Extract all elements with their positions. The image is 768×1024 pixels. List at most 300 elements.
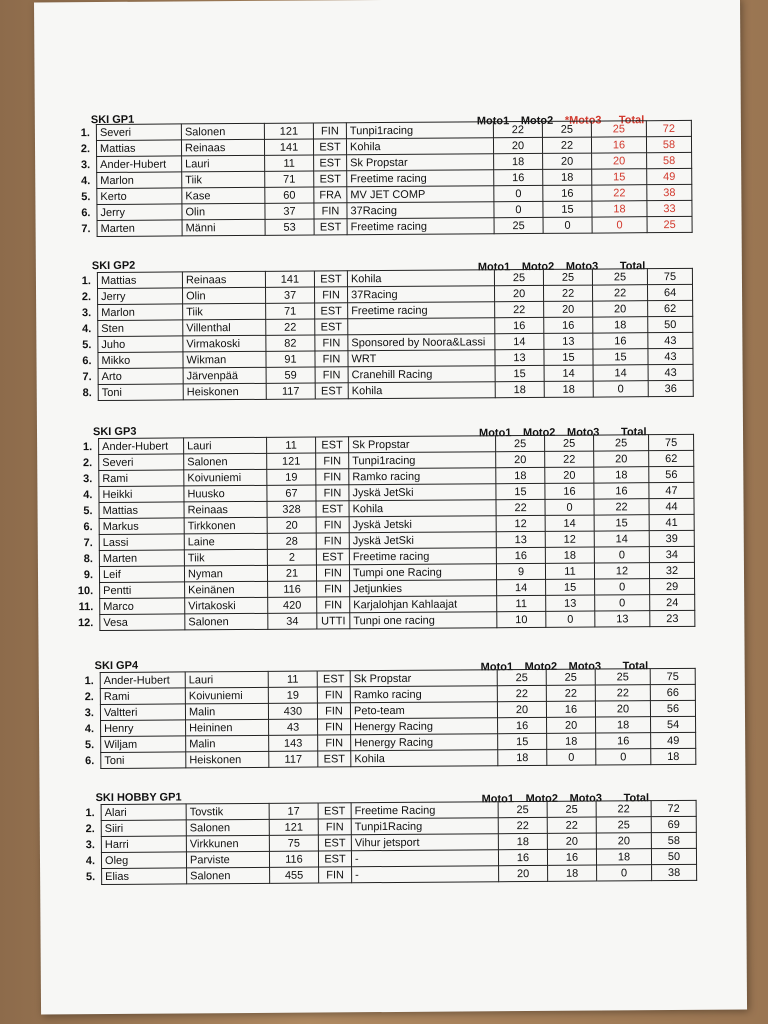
cell-m3: 0 — [593, 381, 648, 397]
cell-last: Salonen — [187, 867, 270, 884]
cell-m1: 15 — [498, 733, 547, 749]
cell-team: 37Racing — [348, 286, 495, 303]
cell-last: Virmakoski — [183, 335, 266, 352]
cell-team: Ramko racing — [350, 686, 497, 703]
cell-m3: 16 — [596, 733, 651, 749]
cell-last: Järvenpää — [183, 367, 266, 384]
cell-nat: EST — [316, 501, 349, 517]
cell-team: WRT — [348, 350, 495, 367]
position-cell: 5. — [84, 738, 95, 751]
cell-last: Salonen — [184, 453, 267, 470]
position-cell: 8. — [83, 552, 93, 565]
cell-team: Tunpi1Racing — [351, 818, 498, 835]
cell-nat: EST — [314, 271, 347, 287]
cell-nat: EST — [316, 437, 349, 453]
cell-m1: 22 — [496, 499, 545, 515]
cell-m2: 13 — [546, 595, 595, 611]
cell-team: Kohila — [347, 270, 494, 287]
cell-m1: 18 — [495, 381, 544, 397]
cell-last: Reinaas — [182, 271, 265, 288]
cell-m3: 0 — [595, 595, 650, 611]
cell-last: Heininen — [186, 719, 269, 736]
column-header: Moto3 — [568, 660, 602, 673]
position-cell: 5. — [82, 338, 92, 351]
cell-m1: 25 — [494, 269, 543, 285]
cell-nat: EST — [313, 139, 346, 155]
cell-team: - — [352, 866, 499, 883]
cell-first: Ander-Hubert — [97, 156, 182, 173]
position-cell: 7. — [81, 222, 91, 235]
cell-num: 34 — [268, 613, 317, 629]
cell-last: Männi — [182, 219, 265, 236]
cell-last: Salonen — [185, 613, 268, 630]
cell-team: Tumpi one Racing — [349, 564, 496, 581]
cell-m3: 25 — [596, 817, 651, 833]
cell-m2: 25 — [546, 669, 595, 685]
cell-last: Keinänen — [185, 581, 268, 598]
cell-team: Jetjunkies — [350, 580, 497, 597]
cell-num: 19 — [267, 469, 316, 485]
cell-num: 71 — [265, 171, 314, 187]
cell-team: Henergy Racing — [351, 718, 498, 735]
position-cell: 6. — [82, 354, 92, 367]
cell-first: Mattias — [99, 502, 184, 519]
cell-team: Ramko racing — [349, 468, 496, 485]
cell-first: Mattias — [96, 140, 181, 157]
cell-num: 20 — [267, 517, 316, 533]
cell-total: 49 — [651, 732, 696, 748]
position-cell: 10. — [77, 584, 94, 597]
column-header: Moto3 — [566, 426, 600, 439]
position-cell: 9. — [83, 568, 94, 581]
cell-m2: 22 — [543, 285, 592, 301]
cell-last: Heiskonen — [183, 383, 266, 400]
cell-team — [348, 318, 495, 335]
cell-m2: 16 — [545, 483, 594, 499]
cell-nat: FIN — [315, 367, 348, 383]
cell-team: Cranehill Racing — [348, 366, 495, 383]
cell-first: Severi — [99, 454, 184, 471]
cell-first: Valtteri — [100, 704, 185, 721]
cell-total: 18 — [651, 748, 696, 764]
cell-m2: 25 — [545, 435, 594, 451]
cell-m3: 15 — [594, 515, 649, 531]
cell-nat: FIN — [313, 123, 346, 139]
cell-first: Severi — [96, 124, 181, 141]
cell-m1: 25 — [497, 669, 546, 685]
cell-num: 43 — [269, 719, 318, 735]
cell-last: Heiskonen — [186, 751, 269, 768]
column-header: Moto1 — [476, 115, 510, 128]
cell-m2: 18 — [543, 169, 592, 185]
cell-m1: 0 — [494, 185, 543, 201]
cell-total: 36 — [648, 380, 693, 396]
cell-num: 116 — [269, 851, 318, 867]
cell-total: 39 — [649, 530, 694, 546]
table-row — [69, 748, 696, 768]
cell-first: Lassi — [99, 534, 184, 551]
cell-first: Harri — [101, 836, 186, 853]
position-cell: 5. — [83, 504, 93, 517]
cell-first: Elias — [102, 868, 187, 885]
cell-total: 25 — [647, 216, 692, 232]
cell-first: Heikki — [99, 486, 184, 503]
cell-num: 11 — [268, 671, 317, 687]
cell-m3: 0 — [595, 579, 650, 595]
cell-m3: 0 — [596, 749, 651, 765]
cell-nat: EST — [314, 219, 347, 235]
cell-first: Rami — [100, 688, 185, 705]
results-sheet — [34, 0, 747, 1014]
section-title: SKI GP2 — [91, 259, 136, 273]
cell-m1: 20 — [493, 137, 542, 153]
cell-last: Salonen — [181, 123, 264, 140]
cell-m1: 16 — [495, 317, 544, 333]
cell-num: 37 — [265, 203, 314, 219]
cell-total: 34 — [649, 546, 694, 562]
column-header: *Moto3 — [564, 114, 602, 127]
cell-m3: 22 — [596, 801, 651, 817]
cell-num: 22 — [266, 319, 315, 335]
cell-m3: 25 — [591, 121, 646, 137]
position-cell: 6. — [83, 520, 93, 533]
cell-team: Jyskä JetSki — [349, 484, 496, 501]
cell-m1: 16 — [494, 169, 543, 185]
cell-last: Reinaas — [181, 139, 264, 156]
cell-m3: 14 — [594, 531, 649, 547]
cell-nat: FIN — [315, 351, 348, 367]
cell-first: Toni — [101, 752, 186, 769]
cell-total: 58 — [651, 832, 696, 848]
cell-nat: EST — [315, 319, 348, 335]
cell-num: 328 — [267, 501, 316, 517]
cell-total: 75 — [647, 268, 692, 284]
cell-m1: 9 — [496, 563, 545, 579]
cell-m3: 0 — [594, 547, 649, 563]
cell-team: MV JET COMP — [347, 186, 494, 203]
cell-nat: FIN — [319, 867, 352, 883]
cell-total: 41 — [649, 514, 694, 530]
cell-nat: FIN — [317, 581, 350, 597]
cell-team: Jyskä Jetski — [349, 516, 496, 533]
cell-nat: FIN — [317, 597, 350, 613]
cell-nat: FIN — [316, 469, 349, 485]
cell-nat: FIN — [316, 565, 349, 581]
cell-first: Ander-Hubert — [99, 438, 184, 455]
cell-last: Parviste — [186, 851, 269, 868]
cell-team: Peto-team — [350, 702, 497, 719]
cell-num: 121 — [269, 819, 318, 835]
cell-m2: 25 — [547, 801, 596, 817]
cell-nat: FIN — [315, 335, 348, 351]
cell-first: Marten — [99, 550, 184, 567]
section-title: SKI HOBBY GP1 — [95, 791, 182, 805]
cell-first: Marlon — [97, 172, 182, 189]
cell-first: Marlon — [98, 304, 183, 321]
position-cell: 5. — [85, 870, 96, 883]
cell-last: Tovstik — [186, 803, 269, 820]
cell-m2: 15 — [544, 349, 593, 365]
cell-m3: 0 — [592, 217, 647, 233]
cell-first: Siiri — [101, 820, 186, 837]
cell-last: Kase — [182, 187, 265, 204]
cell-m3: 20 — [596, 833, 651, 849]
cell-team: 37Racing — [347, 202, 494, 219]
cell-last: Laine — [184, 533, 267, 550]
cell-num: 21 — [267, 565, 316, 581]
cell-total: 49 — [647, 168, 692, 184]
cell-m3: 20 — [595, 701, 650, 717]
cell-m3: 20 — [593, 301, 648, 317]
cell-m2: 22 — [545, 451, 594, 467]
cell-team: - — [351, 850, 498, 867]
column-header: Moto1 — [480, 661, 514, 674]
cell-m1: 25 — [494, 217, 543, 233]
position-cell: 5. — [81, 190, 91, 203]
cell-m1: 20 — [494, 285, 543, 301]
cell-m1: 18 — [494, 153, 543, 169]
cell-total: 44 — [649, 498, 694, 514]
cell-first: Kerto — [97, 188, 182, 205]
cell-m3: 25 — [594, 435, 649, 451]
cell-m3: 18 — [596, 717, 651, 733]
cell-total: 75 — [649, 434, 694, 450]
cell-total: 38 — [652, 864, 697, 880]
cell-num: 117 — [266, 383, 315, 399]
cell-last: Reinaas — [184, 501, 267, 518]
cell-nat: FIN — [316, 533, 349, 549]
cell-m1: 20 — [497, 701, 546, 717]
cell-last: Lauri — [182, 155, 265, 172]
cell-total: 29 — [650, 578, 695, 594]
position-cell: 7. — [83, 536, 93, 549]
cell-nat: FIN — [318, 735, 351, 751]
cell-last: Tiik — [183, 303, 266, 320]
position-cell: 4. — [85, 854, 96, 867]
cell-m1: 14 — [495, 333, 544, 349]
cell-m1: 14 — [497, 579, 546, 595]
column-header: Moto1 — [478, 427, 512, 440]
cell-m1: 10 — [497, 611, 546, 627]
cell-num: 11 — [265, 155, 314, 171]
cell-m3: 22 — [594, 499, 649, 515]
cell-total: 50 — [651, 848, 696, 864]
cell-nat: FIN — [318, 819, 351, 835]
position-cell: 2. — [80, 142, 91, 155]
cell-total: 47 — [649, 482, 694, 498]
cell-m2: 16 — [546, 701, 595, 717]
cell-first: Alari — [101, 804, 186, 821]
cell-nat: EST — [318, 835, 351, 851]
column-header: Moto2 — [525, 792, 559, 806]
cell-team: Sk Propstar — [347, 154, 494, 171]
cell-m1: 12 — [496, 515, 545, 531]
cell-m2: 14 — [544, 365, 593, 381]
cell-m1: 16 — [498, 849, 547, 865]
cell-m3: 16 — [591, 137, 646, 153]
cell-nat: EST — [318, 851, 351, 867]
cell-last: Olin — [182, 203, 265, 220]
cell-total: 54 — [651, 716, 696, 732]
cell-m2: 16 — [543, 185, 592, 201]
cell-first: Marco — [100, 598, 185, 615]
cell-m1: 25 — [498, 801, 547, 817]
cell-team: Karjalohjan Kahlaajat — [350, 596, 497, 613]
position-cell: 4. — [84, 722, 95, 735]
cell-m1: 13 — [496, 531, 545, 547]
cell-first: Oleg — [101, 852, 186, 869]
cell-m3: 15 — [592, 169, 647, 185]
cell-total: 62 — [649, 450, 694, 466]
cell-last: Wikman — [183, 351, 266, 368]
position-cell: 3. — [84, 706, 95, 719]
cell-m2: 15 — [546, 579, 595, 595]
cell-m2: 20 — [543, 153, 592, 169]
cell-m3: 12 — [594, 563, 649, 579]
cell-first: Ander-Hubert — [100, 672, 185, 689]
cell-team: Kohila — [348, 382, 495, 399]
position-cell: 3. — [83, 472, 93, 485]
cell-num: 141 — [264, 139, 313, 155]
cell-nat: UTTI — [317, 613, 350, 629]
cell-m2: 18 — [547, 733, 596, 749]
cell-m2: 25 — [542, 121, 591, 137]
column-header: Moto2 — [522, 426, 556, 440]
cell-nat: FIN — [317, 703, 350, 719]
section-title: SKI GP4 — [94, 659, 139, 673]
cell-num: 91 — [266, 351, 315, 367]
cell-m2: 20 — [547, 833, 596, 849]
cell-team: Freetime racing — [349, 548, 496, 565]
cell-total: 75 — [650, 668, 695, 684]
position-cell: 3. — [80, 158, 91, 171]
cell-m2: 14 — [545, 515, 594, 531]
cell-nat: EST — [315, 303, 348, 319]
cell-m2: 12 — [545, 531, 594, 547]
column-header: Moto3 — [569, 792, 603, 805]
cell-team: Jyskä JetSki — [349, 532, 496, 549]
cell-first: Markus — [99, 518, 184, 535]
cell-first: Vesa — [100, 614, 185, 631]
cell-m2: 0 — [547, 749, 596, 765]
position-cell: 1. — [84, 674, 94, 687]
position-cell: 6. — [81, 206, 91, 219]
cell-num: 455 — [270, 867, 319, 883]
cell-m1: 22 — [493, 121, 542, 137]
position-cell: 4. — [82, 322, 92, 335]
cell-first: Rami — [99, 470, 184, 487]
cell-m3: 22 — [592, 285, 647, 301]
cell-num: 420 — [268, 597, 317, 613]
position-cell: 2. — [84, 690, 94, 703]
cell-num: 59 — [266, 367, 315, 383]
cell-num: 82 — [266, 335, 315, 351]
cell-m1: 0 — [494, 201, 543, 217]
position-cell: 7. — [82, 370, 92, 383]
cell-m1: 18 — [498, 833, 547, 849]
position-cell: 1. — [82, 440, 93, 453]
cell-team: Kohila — [349, 500, 496, 517]
cell-m2: 18 — [548, 865, 597, 881]
cell-m3: 18 — [594, 467, 649, 483]
cell-num: 121 — [264, 123, 313, 139]
cell-team: Kohila — [346, 138, 493, 155]
cell-num: 67 — [267, 485, 316, 501]
results-table — [70, 800, 698, 885]
table-row — [70, 864, 697, 884]
results-table — [69, 668, 697, 769]
column-header: Total — [623, 792, 650, 805]
cell-m1: 16 — [498, 717, 547, 733]
cell-first: Juho — [98, 336, 183, 353]
cell-num: 71 — [266, 303, 315, 319]
cell-m2: 18 — [545, 547, 594, 563]
cell-m3: 22 — [595, 685, 650, 701]
cell-m3: 14 — [593, 365, 648, 381]
cell-m3: 16 — [593, 333, 648, 349]
section-title: SKI GP3 — [92, 425, 137, 439]
cell-total: 43 — [648, 364, 693, 380]
cell-last: Lauri — [185, 671, 268, 688]
cell-total: 62 — [648, 300, 693, 316]
position-cell: 4. — [83, 488, 93, 501]
cell-first: Jerry — [98, 288, 183, 305]
cell-m2: 16 — [547, 849, 596, 865]
cell-total: 58 — [647, 152, 692, 168]
cell-last: Malin — [185, 703, 268, 720]
cell-nat: FIN — [318, 719, 351, 735]
cell-m2: 11 — [545, 563, 594, 579]
cell-num: 11 — [267, 437, 316, 453]
cell-num: 75 — [269, 835, 318, 851]
cell-first: Mattias — [97, 272, 182, 289]
table-row — [68, 610, 695, 630]
cell-m1: 16 — [496, 547, 545, 563]
cell-m3: 22 — [592, 185, 647, 201]
cell-last: Tiik — [184, 549, 267, 566]
cell-nat: EST — [314, 171, 347, 187]
position-cell: 2. — [81, 290, 92, 303]
cell-total: 56 — [649, 466, 694, 482]
cell-m3: 18 — [593, 317, 648, 333]
cell-team: Freetime racing — [348, 302, 495, 319]
cell-total: 56 — [650, 700, 695, 716]
column-header: Total — [622, 660, 649, 673]
cell-last: Virtakoski — [185, 597, 268, 614]
cell-num: 17 — [269, 803, 318, 819]
cell-team: Sk Propstar — [350, 670, 497, 687]
cell-m2: 22 — [547, 817, 596, 833]
column-header: Moto2 — [524, 660, 558, 674]
cell-total: 66 — [650, 684, 695, 700]
cell-nat: FIN — [316, 453, 349, 469]
cell-last: Huusko — [184, 485, 267, 502]
cell-last: Nyman — [184, 565, 267, 582]
cell-first: Marten — [97, 220, 182, 237]
cell-team: Sk Propstar — [349, 436, 496, 453]
cell-team: Vihur jetsport — [351, 834, 498, 851]
cell-m1: 15 — [495, 365, 544, 381]
position-cell: 2. — [82, 456, 93, 469]
table-row — [67, 380, 694, 400]
position-cell: 2. — [85, 822, 95, 835]
cell-nat: EST — [318, 803, 351, 819]
cell-num: 28 — [267, 533, 316, 549]
cell-nat: EST — [317, 671, 350, 687]
cell-num: 430 — [268, 703, 317, 719]
column-header: Moto2 — [520, 114, 554, 128]
cell-nat: FIN — [316, 485, 349, 501]
